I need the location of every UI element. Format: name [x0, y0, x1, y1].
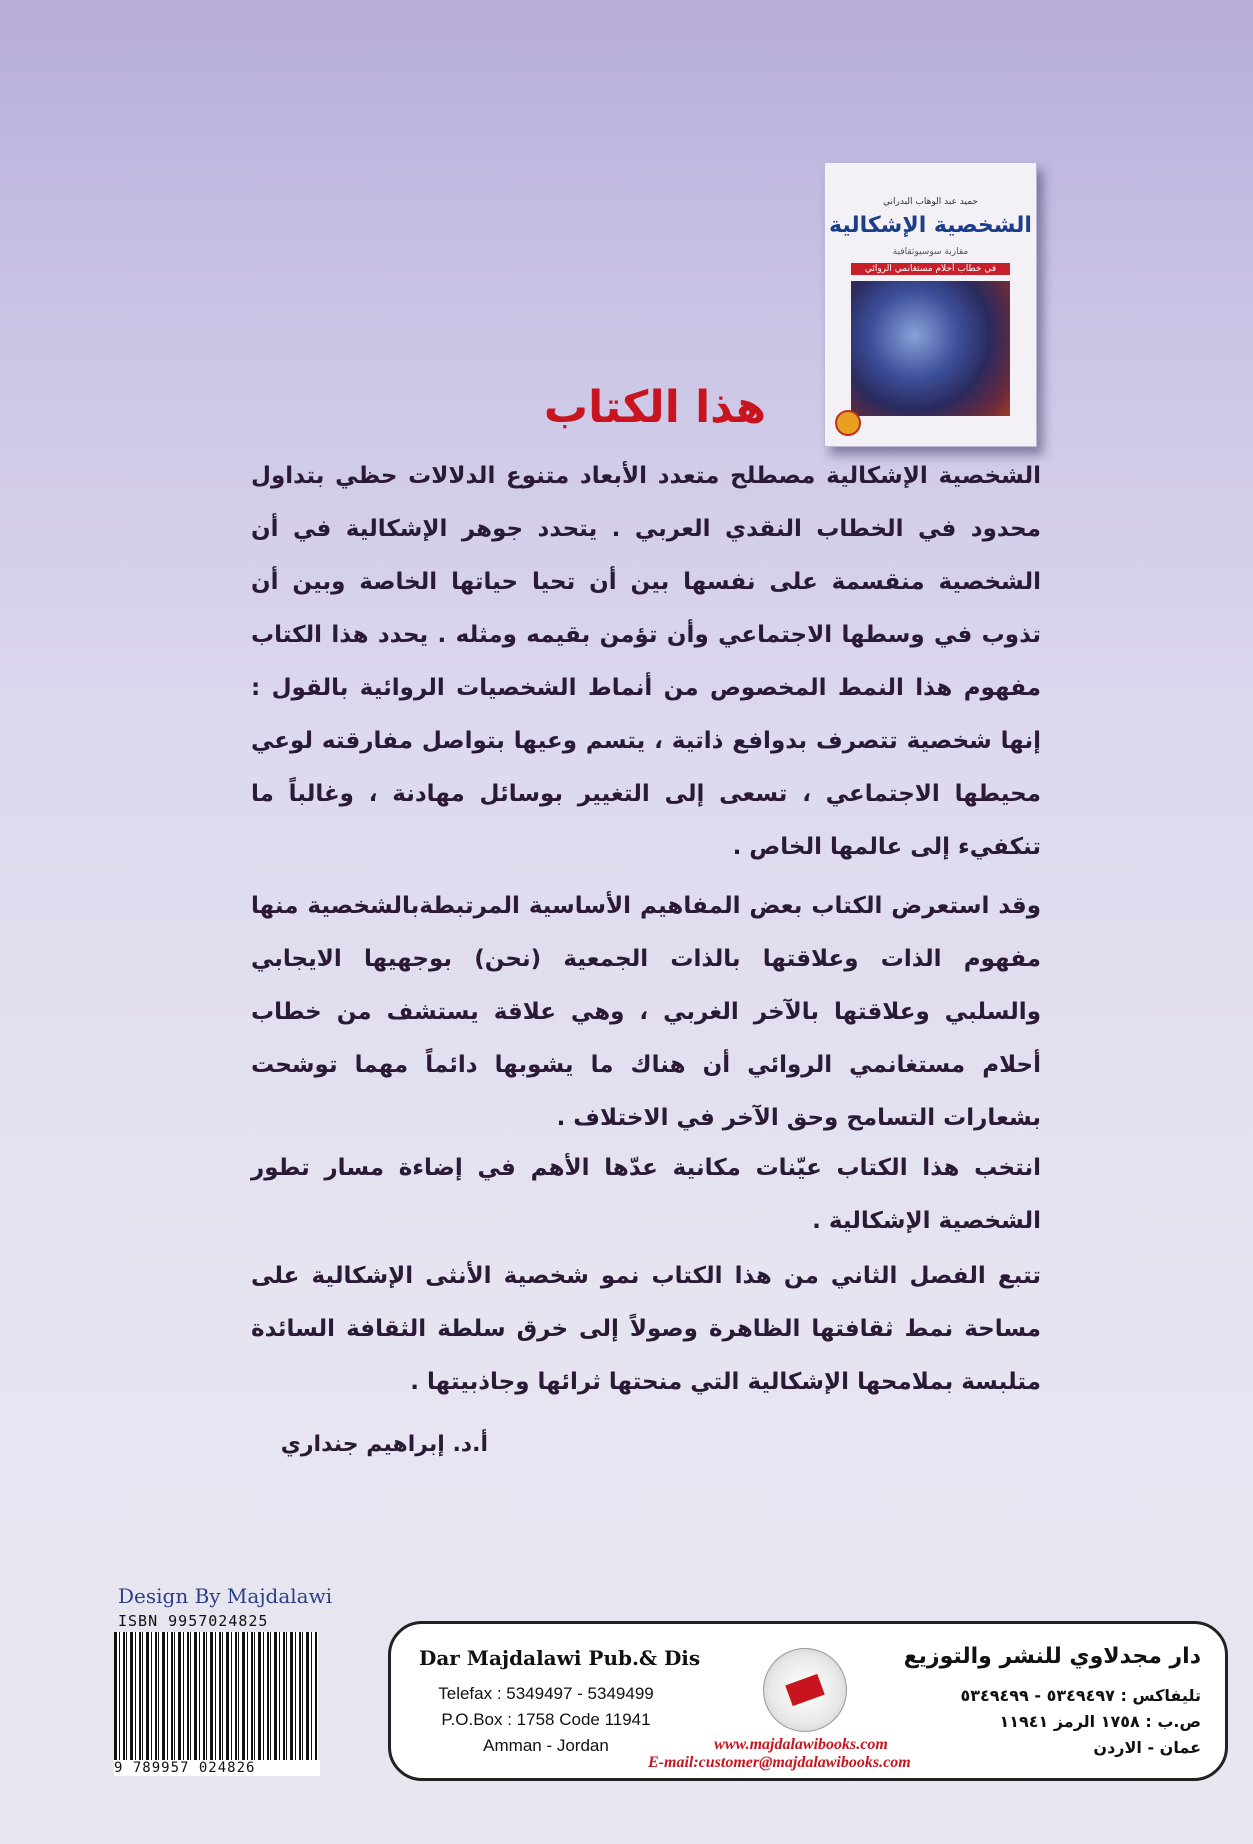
publisher-email[interactable]: E-mail:customer@majdalawibooks.com [648, 1754, 911, 1771]
publisher-emblem-icon [763, 1648, 847, 1732]
blurb-paragraph-2 [251, 880, 1041, 1145]
blurb-paragraph-4 [251, 1250, 1041, 1409]
publisher-pobox-en: P.O.Box : 1758 Code 11941 [441, 1710, 651, 1729]
book-cover-author: حميد عبد الوهاب البدراني [883, 197, 978, 207]
book-cover-subtitle-banner: في خطاب أحلام مستغانمي الروائي [851, 263, 1010, 275]
book-cover-artwork [851, 281, 1010, 416]
design-credit: Design By Majdalawi [118, 1584, 333, 1608]
book-cover-thumbnail [824, 162, 1037, 447]
publisher-name-en: Dar Majdalawi Pub.& Dis [419, 1646, 701, 1670]
publisher-name-ar: دار مجدلاوي للنشر والتوزيع [903, 1644, 1201, 1669]
section-heading: هذا الكتاب [543, 382, 767, 433]
publisher-city-ar: عمان - الاردن [1093, 1738, 1201, 1757]
publisher-pobox-ar: ص.ب : ١٧٥٨ الرمز ١١٩٤١ [999, 1712, 1201, 1731]
publisher-telefax-en: Telefax : 5349497 - 5349499 [438, 1684, 654, 1703]
book-cover-subtitle: مقاربة سوسيوثقافية [892, 247, 969, 257]
isbn-label: ISBN 9957024825 [118, 1612, 269, 1630]
blurb-paragraph-1 [251, 450, 1041, 874]
barcode-icon [114, 1632, 318, 1760]
paragraph-text: تتبع الفصل الثاني من هذا الكتاب نمو شخصية الأنثى الإشكالية على مساحة نمط ثقافتها الظاهرة وصولاً إلى خرق سلطة الثقافة السائدة متلبسة بملامحها الإشكالية التي منحتها ثرائها وجاذبيتها . [251, 1263, 1041, 1395]
blurb-paragraph-3 [251, 1142, 1041, 1248]
publisher-website[interactable]: www.majdalawibooks.com [714, 1736, 888, 1753]
signature: أ.د. إبراهيم جنداري [280, 1432, 488, 1457]
publisher-telefax-ar: تليفاكس : ٥٣٤٩٤٩٧ - ٥٣٤٩٤٩٩ [960, 1686, 1201, 1705]
paragraph-text: الشخصية الإشكالية مصطلح متعدد الأبعاد متنوع الدلالات حظي بتداول محدود في الخطاب النقدي العربي . يتحدد جوهر الإشكالية في أن الشخصية منقسمة على نفسها بين أن تحيا حياتها الخاصة وبين أن تذوب في وسطها الاجتماعي وأن تؤمن بقيمه ومثله . يحدد هذا الكتاب مفهوم هذا النمط المخصوص من أنماط الشخصيات الروائية بالقول : إنها شخصية تتصرف بدوافع ذاتية ، يتسم وعيها بتواصل مفارقته لوعي محيطها الاجتماعي ، تسعى إلى التغيير بوسائل مهادنة ، وغالباً ما تنكفيء إلى عالمها الخاص . [251, 463, 1041, 860]
paragraph-text: وقد استعرض الكتاب بعض المفاهيم الأساسية المرتبطةبالشخصية منها مفهوم الذات وعلاقتها بالذات الجمعية (نحن) بوجهيها الايجابي والسلبي وعلاقتها بالآخر الغربي ، وهي علاقة يستشف من خطاب أحلام مستغانمي الروائي أن هناك ما يشوبها دائماً مهما توشحت بشعارات التسامح وحق الآخر في الاختلاف . [251, 893, 1041, 1131]
barcode-number: 9 789957 024826 [114, 1760, 320, 1776]
publisher-city-en: Amman - Jordan [483, 1736, 609, 1755]
book-cover-title: الشخصية الإشكالية [829, 213, 1032, 238]
publisher-logo-icon [835, 410, 861, 436]
paragraph-text: انتخب هذا الكتاب عيّنات مكانية عدّها الأهم في إضاءة مسار تطور الشخصية الإشكالية . [251, 1155, 1041, 1234]
